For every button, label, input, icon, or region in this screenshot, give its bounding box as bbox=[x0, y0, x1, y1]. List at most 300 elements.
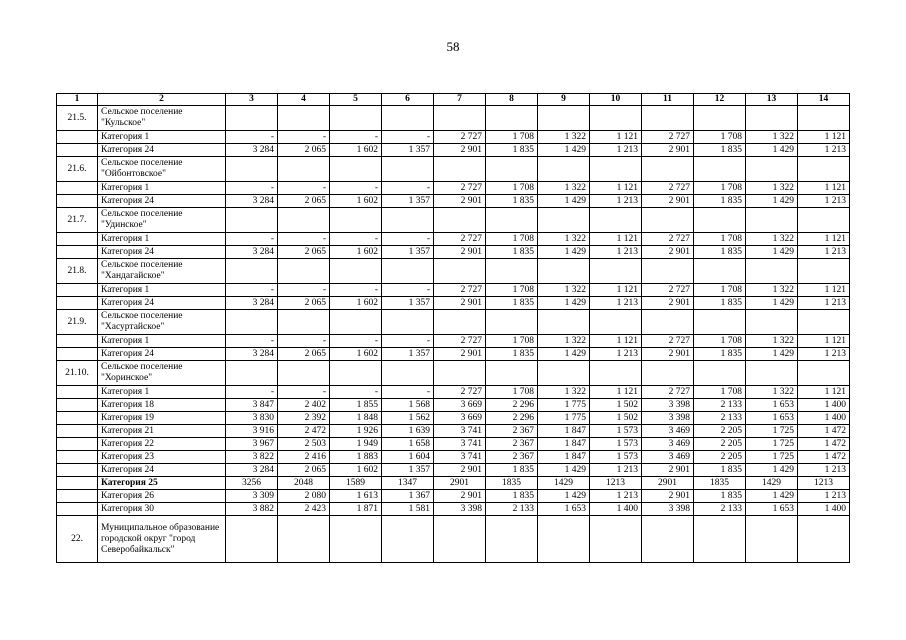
empty-cell bbox=[642, 106, 694, 131]
tariff-table bbox=[56, 93, 850, 563]
settlement-name: Сельское поселение "Хоринское" bbox=[98, 361, 226, 386]
value-cell: 2 727 bbox=[642, 335, 694, 348]
empty-cell bbox=[590, 361, 642, 386]
value-cell: 2 503 bbox=[278, 438, 330, 451]
value-cell: 1 835 bbox=[694, 464, 746, 477]
value-cell: 2 901 bbox=[642, 195, 694, 208]
table-row bbox=[57, 425, 850, 438]
empty-cell bbox=[486, 361, 538, 386]
row-code bbox=[57, 438, 98, 451]
table-row bbox=[57, 233, 850, 246]
column-header: 6 bbox=[382, 94, 434, 106]
empty-cell bbox=[590, 157, 642, 182]
empty-cell bbox=[590, 516, 642, 563]
value-cell: 1 472 bbox=[798, 425, 850, 438]
value-cell: 1 708 bbox=[486, 386, 538, 399]
value-cell: 3 847 bbox=[226, 399, 278, 412]
row-code bbox=[57, 233, 98, 246]
value-cell: 1 568 bbox=[382, 399, 434, 412]
category-name: Категория 25 bbox=[98, 477, 226, 490]
row-code bbox=[57, 335, 98, 348]
value-cell: 1429 bbox=[746, 477, 798, 490]
value-cell: - bbox=[226, 131, 278, 144]
empty-cell bbox=[226, 157, 278, 182]
empty-cell bbox=[538, 106, 590, 131]
value-cell: 1 213 bbox=[798, 297, 850, 310]
value-cell: 1 708 bbox=[694, 284, 746, 297]
value-cell: 1 213 bbox=[798, 195, 850, 208]
value-cell: 2 423 bbox=[278, 503, 330, 516]
value-cell: 2 901 bbox=[434, 144, 486, 157]
value-cell: - bbox=[226, 386, 278, 399]
value-cell: 1429 bbox=[538, 477, 590, 490]
empty-cell bbox=[538, 361, 590, 386]
row-code bbox=[57, 477, 98, 490]
value-cell: 1 653 bbox=[746, 399, 798, 412]
value-cell: - bbox=[226, 233, 278, 246]
table-row bbox=[57, 348, 850, 361]
category-name: Категория 26 bbox=[98, 490, 226, 503]
value-cell: 1 602 bbox=[330, 348, 382, 361]
value-cell: 1 581 bbox=[382, 503, 434, 516]
value-cell: 1 708 bbox=[486, 131, 538, 144]
empty-cell bbox=[382, 259, 434, 284]
value-cell: 1 658 bbox=[382, 438, 434, 451]
value-cell: 1 429 bbox=[538, 490, 590, 503]
value-cell: 1 322 bbox=[538, 386, 590, 399]
value-cell: 3 284 bbox=[226, 297, 278, 310]
value-cell: 3 822 bbox=[226, 451, 278, 464]
value-cell: 1 708 bbox=[486, 233, 538, 246]
value-cell: 1 775 bbox=[538, 399, 590, 412]
value-cell: 2 727 bbox=[434, 182, 486, 195]
value-cell: 1 835 bbox=[694, 490, 746, 503]
empty-cell bbox=[746, 157, 798, 182]
value-cell: 3 284 bbox=[226, 144, 278, 157]
value-cell: 1 213 bbox=[590, 490, 642, 503]
value-cell: 1 322 bbox=[746, 233, 798, 246]
empty-cell bbox=[278, 310, 330, 335]
value-cell: 1 322 bbox=[538, 335, 590, 348]
value-cell: 2 367 bbox=[486, 425, 538, 438]
table-row bbox=[57, 386, 850, 399]
value-cell: 1 213 bbox=[798, 144, 850, 157]
value-cell: 1 602 bbox=[330, 144, 382, 157]
empty-cell bbox=[382, 310, 434, 335]
value-cell: 1 429 bbox=[538, 464, 590, 477]
value-cell: 1 121 bbox=[798, 386, 850, 399]
value-cell: 2 901 bbox=[642, 297, 694, 310]
row-code: 21.7. bbox=[57, 208, 98, 233]
value-cell: 1 708 bbox=[486, 284, 538, 297]
empty-cell bbox=[330, 259, 382, 284]
value-cell: 1 322 bbox=[746, 335, 798, 348]
value-cell: 1 871 bbox=[330, 503, 382, 516]
row-code: 21.10. bbox=[57, 361, 98, 386]
page-number: 58 bbox=[446, 39, 460, 54]
category-name: Категория 24 bbox=[98, 246, 226, 259]
value-cell: 1 357 bbox=[382, 195, 434, 208]
value-cell: 2 080 bbox=[278, 490, 330, 503]
empty-cell bbox=[746, 259, 798, 284]
table-row bbox=[57, 464, 850, 477]
value-cell: 1 322 bbox=[538, 131, 590, 144]
value-cell: 2 296 bbox=[486, 412, 538, 425]
value-cell: 1 121 bbox=[590, 182, 642, 195]
value-cell: 1 639 bbox=[382, 425, 434, 438]
settlement-name: Сельское поселение "Хасуртайское" bbox=[98, 310, 226, 335]
empty-cell bbox=[330, 208, 382, 233]
value-cell: - bbox=[278, 386, 330, 399]
value-cell: - bbox=[330, 335, 382, 348]
table-row bbox=[57, 131, 850, 144]
value-cell: 3 830 bbox=[226, 412, 278, 425]
value-cell: 1 121 bbox=[798, 335, 850, 348]
settlement-name: Сельское поселение "Кульское" bbox=[98, 106, 226, 131]
row-code bbox=[57, 464, 98, 477]
value-cell: 1 573 bbox=[590, 451, 642, 464]
value-cell: 2 065 bbox=[278, 348, 330, 361]
value-cell: 1 121 bbox=[590, 233, 642, 246]
value-cell: 1 708 bbox=[486, 335, 538, 348]
value-cell: 1213 bbox=[590, 477, 642, 490]
value-cell: 1 429 bbox=[746, 195, 798, 208]
value-cell: 1 708 bbox=[694, 386, 746, 399]
value-cell: 1 213 bbox=[590, 246, 642, 259]
value-cell: 1 121 bbox=[798, 182, 850, 195]
value-cell: 1 613 bbox=[330, 490, 382, 503]
value-cell: 2 392 bbox=[278, 412, 330, 425]
value-cell: 1 604 bbox=[382, 451, 434, 464]
empty-cell bbox=[278, 208, 330, 233]
value-cell: 2 065 bbox=[278, 246, 330, 259]
value-cell: 1 835 bbox=[694, 348, 746, 361]
value-cell: 3 309 bbox=[226, 490, 278, 503]
column-header: 8 bbox=[486, 94, 538, 106]
value-cell: 1 357 bbox=[382, 464, 434, 477]
settlement-name: Сельское поселение "Хандагайское" bbox=[98, 259, 226, 284]
row-code bbox=[57, 182, 98, 195]
value-cell: 3 916 bbox=[226, 425, 278, 438]
table-row bbox=[57, 503, 850, 516]
value-cell: 1 502 bbox=[590, 399, 642, 412]
empty-cell bbox=[382, 157, 434, 182]
value-cell: 1 429 bbox=[538, 144, 590, 157]
value-cell: 1 602 bbox=[330, 464, 382, 477]
value-cell: - bbox=[278, 284, 330, 297]
value-cell: 3 741 bbox=[434, 425, 486, 438]
category-name: Категория 24 bbox=[98, 464, 226, 477]
value-cell: 2 901 bbox=[434, 246, 486, 259]
empty-cell bbox=[330, 310, 382, 335]
value-cell: - bbox=[382, 284, 434, 297]
value-cell: 3 284 bbox=[226, 464, 278, 477]
value-cell: 2 205 bbox=[694, 451, 746, 464]
value-cell: 1 725 bbox=[746, 451, 798, 464]
empty-cell bbox=[642, 516, 694, 563]
value-cell: - bbox=[330, 233, 382, 246]
category-name: Категория 1 bbox=[98, 131, 226, 144]
empty-cell bbox=[434, 310, 486, 335]
value-cell: - bbox=[330, 131, 382, 144]
value-cell: 1 848 bbox=[330, 412, 382, 425]
category-name: Категория 24 bbox=[98, 348, 226, 361]
value-cell: 1 121 bbox=[590, 386, 642, 399]
column-header: 4 bbox=[278, 94, 330, 106]
value-cell: 1 653 bbox=[538, 503, 590, 516]
value-cell: 1 708 bbox=[694, 233, 746, 246]
category-name: Категория 1 bbox=[98, 335, 226, 348]
value-cell: 2 901 bbox=[434, 348, 486, 361]
value-cell: 1 708 bbox=[486, 182, 538, 195]
value-cell: 1 367 bbox=[382, 490, 434, 503]
row-code: 21.9. bbox=[57, 310, 98, 335]
value-cell: 1 835 bbox=[486, 464, 538, 477]
settlement-row bbox=[57, 106, 850, 131]
row-code bbox=[57, 451, 98, 464]
column-header: 7 bbox=[434, 94, 486, 106]
column-header: 12 bbox=[694, 94, 746, 106]
value-cell: - bbox=[382, 386, 434, 399]
empty-cell bbox=[590, 106, 642, 131]
value-cell: 1589 bbox=[330, 477, 382, 490]
value-cell: 3 398 bbox=[642, 412, 694, 425]
value-cell: 1 357 bbox=[382, 246, 434, 259]
value-cell: 1 213 bbox=[590, 348, 642, 361]
settlement-row bbox=[57, 259, 850, 284]
row-code: 21.8. bbox=[57, 259, 98, 284]
empty-cell bbox=[226, 106, 278, 131]
value-cell: 2 727 bbox=[642, 131, 694, 144]
column-header: 13 bbox=[746, 94, 798, 106]
empty-cell bbox=[694, 259, 746, 284]
value-cell: 2 901 bbox=[434, 464, 486, 477]
column-header: 5 bbox=[330, 94, 382, 106]
value-cell: 1 835 bbox=[486, 490, 538, 503]
table-row bbox=[57, 438, 850, 451]
empty-cell bbox=[226, 516, 278, 563]
value-cell: 1 573 bbox=[590, 425, 642, 438]
empty-cell bbox=[538, 310, 590, 335]
value-cell: 1 322 bbox=[538, 284, 590, 297]
value-cell: - bbox=[382, 335, 434, 348]
value-cell: 2 296 bbox=[486, 399, 538, 412]
category-name: Категория 21 bbox=[98, 425, 226, 438]
value-cell: 2901 bbox=[642, 477, 694, 490]
table-row bbox=[57, 195, 850, 208]
value-cell: 1 602 bbox=[330, 195, 382, 208]
value-cell: 2 901 bbox=[434, 297, 486, 310]
value-cell: - bbox=[330, 284, 382, 297]
empty-cell bbox=[278, 157, 330, 182]
value-cell: 3 469 bbox=[642, 438, 694, 451]
empty-cell bbox=[486, 157, 538, 182]
empty-cell bbox=[590, 208, 642, 233]
value-cell: 1 429 bbox=[746, 490, 798, 503]
empty-cell bbox=[330, 106, 382, 131]
value-cell: 1 322 bbox=[746, 131, 798, 144]
value-cell: 1835 bbox=[486, 477, 538, 490]
empty-cell bbox=[538, 208, 590, 233]
value-cell: - bbox=[330, 182, 382, 195]
empty-cell bbox=[538, 516, 590, 563]
empty-cell bbox=[694, 208, 746, 233]
row-code bbox=[57, 284, 98, 297]
value-cell: 1 883 bbox=[330, 451, 382, 464]
value-cell: 1 653 bbox=[746, 412, 798, 425]
value-cell: 1 835 bbox=[486, 144, 538, 157]
value-cell: 2 901 bbox=[642, 348, 694, 361]
value-cell: 3 398 bbox=[642, 503, 694, 516]
value-cell: 2 727 bbox=[642, 386, 694, 399]
value-cell: 3256 bbox=[226, 477, 278, 490]
value-cell: - bbox=[382, 233, 434, 246]
value-cell: 1 213 bbox=[590, 195, 642, 208]
row-code bbox=[57, 348, 98, 361]
value-cell: 1 322 bbox=[538, 182, 590, 195]
value-cell: 1 357 bbox=[382, 348, 434, 361]
value-cell: 2 205 bbox=[694, 438, 746, 451]
table-row bbox=[57, 399, 850, 412]
row-code bbox=[57, 195, 98, 208]
value-cell: 2 472 bbox=[278, 425, 330, 438]
column-header: 14 bbox=[798, 94, 850, 106]
value-cell: 1 322 bbox=[746, 182, 798, 195]
empty-cell bbox=[746, 208, 798, 233]
empty-cell bbox=[798, 310, 850, 335]
value-cell: 1 708 bbox=[694, 182, 746, 195]
empty-cell bbox=[434, 157, 486, 182]
category-name: Категория 23 bbox=[98, 451, 226, 464]
category-name: Категория 1 bbox=[98, 386, 226, 399]
empty-cell bbox=[226, 208, 278, 233]
value-cell: 2 901 bbox=[434, 490, 486, 503]
value-cell: 2 133 bbox=[694, 503, 746, 516]
value-cell: 3 284 bbox=[226, 348, 278, 361]
value-cell: 1 400 bbox=[590, 503, 642, 516]
row-code: 21.5. bbox=[57, 106, 98, 131]
value-cell: 3 741 bbox=[434, 438, 486, 451]
value-cell: - bbox=[330, 386, 382, 399]
empty-cell bbox=[330, 157, 382, 182]
row-code: 22. bbox=[57, 516, 98, 563]
value-cell: - bbox=[226, 335, 278, 348]
empty-cell bbox=[486, 106, 538, 131]
value-cell: 1 121 bbox=[590, 335, 642, 348]
table-row bbox=[57, 335, 850, 348]
empty-cell bbox=[642, 361, 694, 386]
value-cell: 2 727 bbox=[642, 233, 694, 246]
value-cell: 1 213 bbox=[798, 246, 850, 259]
value-cell: 1 400 bbox=[798, 503, 850, 516]
empty-cell bbox=[278, 106, 330, 131]
table-row bbox=[57, 451, 850, 464]
empty-cell bbox=[382, 106, 434, 131]
value-cell: 1 322 bbox=[538, 233, 590, 246]
row-code bbox=[57, 131, 98, 144]
value-cell: 1347 bbox=[382, 477, 434, 490]
value-cell: 1 213 bbox=[798, 348, 850, 361]
value-cell: 2 901 bbox=[642, 464, 694, 477]
value-cell: 2 133 bbox=[694, 412, 746, 425]
value-cell: 1 725 bbox=[746, 425, 798, 438]
empty-cell bbox=[486, 259, 538, 284]
value-cell: 3 398 bbox=[434, 503, 486, 516]
value-cell: 1 429 bbox=[538, 348, 590, 361]
value-cell: 1 926 bbox=[330, 425, 382, 438]
value-cell: 1 322 bbox=[746, 386, 798, 399]
empty-cell bbox=[746, 516, 798, 563]
value-cell: 1 573 bbox=[590, 438, 642, 451]
empty-cell bbox=[746, 106, 798, 131]
value-cell: - bbox=[226, 182, 278, 195]
empty-cell bbox=[798, 157, 850, 182]
empty-cell bbox=[486, 310, 538, 335]
empty-cell bbox=[434, 106, 486, 131]
value-cell: 1 400 bbox=[798, 412, 850, 425]
value-cell: 1 121 bbox=[798, 131, 850, 144]
value-cell: 1 121 bbox=[798, 284, 850, 297]
value-cell: 1 602 bbox=[330, 246, 382, 259]
empty-cell bbox=[538, 259, 590, 284]
value-cell: 1 653 bbox=[746, 503, 798, 516]
value-cell: 1 835 bbox=[694, 144, 746, 157]
column-header: 1 bbox=[57, 94, 98, 106]
value-cell: 1 400 bbox=[798, 399, 850, 412]
row-code bbox=[57, 412, 98, 425]
empty-cell bbox=[694, 157, 746, 182]
column-header: 11 bbox=[642, 94, 694, 106]
value-cell: 1 725 bbox=[746, 438, 798, 451]
table-row bbox=[57, 412, 850, 425]
table-row bbox=[57, 144, 850, 157]
value-cell: 1 949 bbox=[330, 438, 382, 451]
value-cell: 1 429 bbox=[538, 195, 590, 208]
category-name: Категория 18 bbox=[98, 399, 226, 412]
table-row bbox=[57, 297, 850, 310]
empty-cell bbox=[486, 516, 538, 563]
value-cell: 1 429 bbox=[746, 297, 798, 310]
empty-cell bbox=[278, 259, 330, 284]
value-cell: - bbox=[278, 182, 330, 195]
value-cell: 2 727 bbox=[434, 284, 486, 297]
empty-cell bbox=[278, 361, 330, 386]
value-cell: 1 835 bbox=[486, 297, 538, 310]
category-name: Категория 1 bbox=[98, 284, 226, 297]
value-cell: 2 416 bbox=[278, 451, 330, 464]
value-cell: 3 469 bbox=[642, 451, 694, 464]
empty-cell bbox=[434, 361, 486, 386]
empty-cell bbox=[226, 310, 278, 335]
table-body bbox=[57, 106, 850, 563]
value-cell: 2 065 bbox=[278, 144, 330, 157]
value-cell: 3 284 bbox=[226, 246, 278, 259]
settlement-row bbox=[57, 157, 850, 182]
value-cell: 2901 bbox=[434, 477, 486, 490]
value-cell: 3 398 bbox=[642, 399, 694, 412]
table-header-row bbox=[57, 94, 850, 106]
row-code: 21.6. bbox=[57, 157, 98, 182]
value-cell: 1 429 bbox=[538, 297, 590, 310]
value-cell: 2 901 bbox=[642, 246, 694, 259]
empty-cell bbox=[330, 361, 382, 386]
value-cell: 2 727 bbox=[642, 182, 694, 195]
value-cell: 1 357 bbox=[382, 297, 434, 310]
row-code bbox=[57, 490, 98, 503]
empty-cell bbox=[382, 208, 434, 233]
value-cell: 1 708 bbox=[694, 335, 746, 348]
empty-cell bbox=[642, 157, 694, 182]
